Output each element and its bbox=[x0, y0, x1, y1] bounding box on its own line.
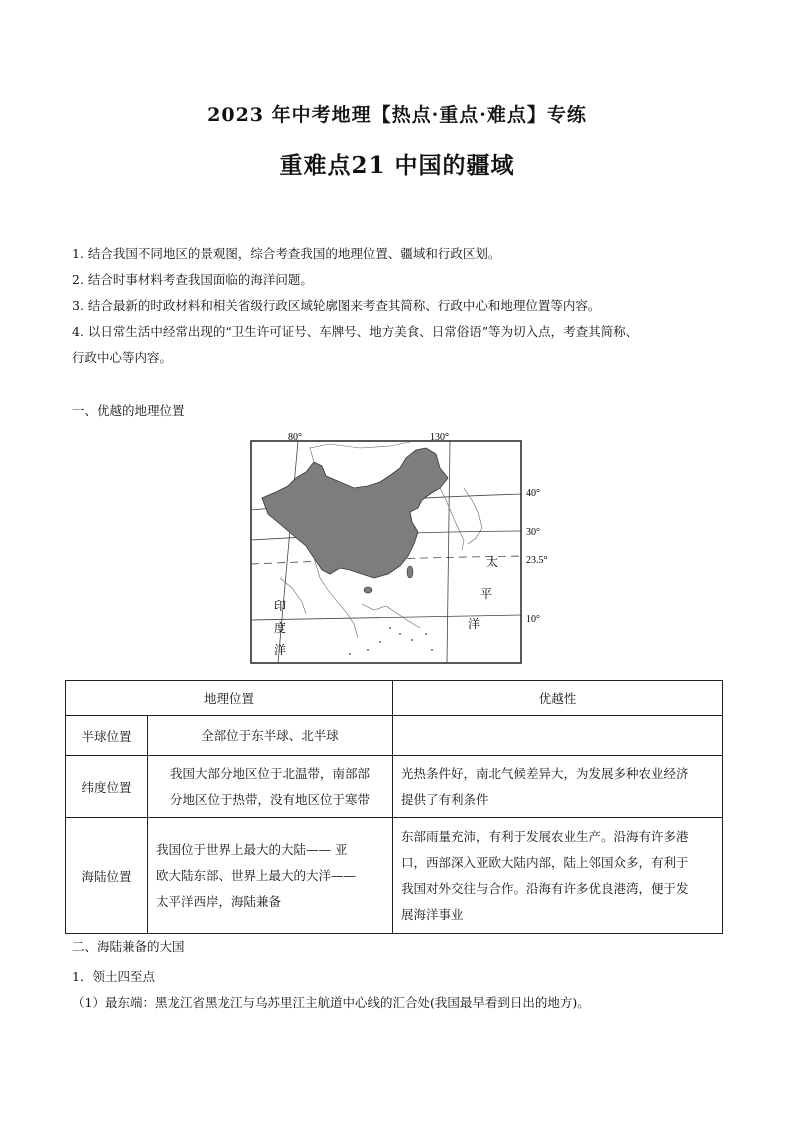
ocean-label: 印 bbox=[274, 599, 287, 613]
row-desc bbox=[148, 756, 393, 818]
table-header-row bbox=[66, 681, 723, 716]
table-header: 优越性 bbox=[393, 681, 723, 716]
desc-line: 太平洋西岸，海陆兼备 bbox=[156, 893, 282, 909]
goal-line: 4. 以日常生活中经常出现的“卫生许可证号、车牌号、地方美食、日常俗语”等为切入点，考查其简称、 bbox=[72, 324, 639, 339]
hainan-island bbox=[364, 587, 372, 593]
row-desc bbox=[148, 716, 393, 756]
china-location-map bbox=[250, 428, 550, 668]
goal-line: 行政中心等内容。 bbox=[72, 350, 173, 365]
table-header: 地理位置 bbox=[66, 681, 393, 716]
merit-line: 口，西部深入亚欧大陆内部，陆上邻国众多，有利于 bbox=[401, 854, 689, 870]
location-table bbox=[65, 680, 723, 934]
lat-label: 23.5° bbox=[526, 555, 548, 566]
paragraph-east-extreme: （1）最东端：黑龙江省黑龙江与乌苏里江主航道中心线的汇合处(我国最早看到日出的地方)。 bbox=[72, 995, 590, 1010]
ocean-label: 度 bbox=[274, 621, 287, 635]
merit-line: 光热条件好，南北气候差异大，为发展多种农业经济 bbox=[401, 765, 689, 781]
ocean-label: 洋 bbox=[468, 617, 481, 631]
desc-line: 我国位于世界上最大的大陆—— 亚 bbox=[156, 841, 348, 857]
desc-line: 我国大部分地区位于北温带，南部部 bbox=[169, 765, 370, 781]
section-heading-location: 一、优越的地理位置 bbox=[72, 403, 185, 418]
merit-line: 展海洋事业 bbox=[401, 906, 464, 922]
table-row bbox=[66, 818, 723, 934]
desc-line: 欧大陆东部、世界上最大的大洋—— bbox=[156, 867, 357, 883]
section-heading-territory: 二、海陆兼备的大国 bbox=[72, 939, 185, 954]
table-row bbox=[66, 716, 723, 756]
ocean-label: 平 bbox=[480, 587, 493, 601]
subheading-extremes: 1．领土四至点 bbox=[72, 969, 155, 984]
ocean-label: 洋 bbox=[274, 643, 287, 657]
lat-label: 30° bbox=[526, 527, 540, 538]
row-label: 海陆位置 bbox=[66, 818, 148, 934]
page-subtitle: 重难点21 中国的疆域 bbox=[279, 152, 515, 179]
row-merit bbox=[393, 716, 723, 756]
ocean-label: 太 bbox=[486, 555, 499, 569]
row-merit bbox=[393, 756, 723, 818]
table-row bbox=[66, 756, 723, 818]
row-merit bbox=[393, 818, 723, 934]
lon-label: 80° bbox=[288, 432, 302, 443]
lat-label: 10° bbox=[526, 614, 540, 625]
row-label: 半球位置 bbox=[66, 716, 148, 756]
row-label: 纬度位置 bbox=[66, 756, 148, 818]
merit-line: 我国对外交往与合作。沿海有许多优良港湾，便于发 bbox=[401, 880, 689, 896]
desc-line: 全部位于东半球、北半球 bbox=[201, 727, 339, 743]
merit-line: 东部雨量充沛，有利于发展农业生产。沿海有许多港 bbox=[401, 828, 689, 844]
study-goals bbox=[72, 241, 732, 371]
goal-line: 1. 结合我国不同地区的景观图，综合考查我国的地理位置、疆域和行政区划。 bbox=[72, 246, 501, 261]
merit-line: 提供了有利条件 bbox=[401, 791, 489, 807]
desc-line: 分地区位于热带，没有地区位于寒带 bbox=[169, 791, 370, 807]
taiwan-island bbox=[407, 566, 413, 578]
row-desc bbox=[148, 818, 393, 934]
lon-label: 130° bbox=[430, 432, 449, 443]
lat-label: 40° bbox=[526, 488, 540, 499]
page-title: 2023 年中考地理【热点·重点·难点】专练 bbox=[207, 104, 587, 126]
goal-line: 2. 结合时事材料考查我国面临的海洋问题。 bbox=[72, 272, 313, 287]
goal-line: 3. 结合最新的时政材料和相关省级行政区域轮廓图来考查其简称、行政中心和地理位置等内容。 bbox=[72, 298, 601, 313]
